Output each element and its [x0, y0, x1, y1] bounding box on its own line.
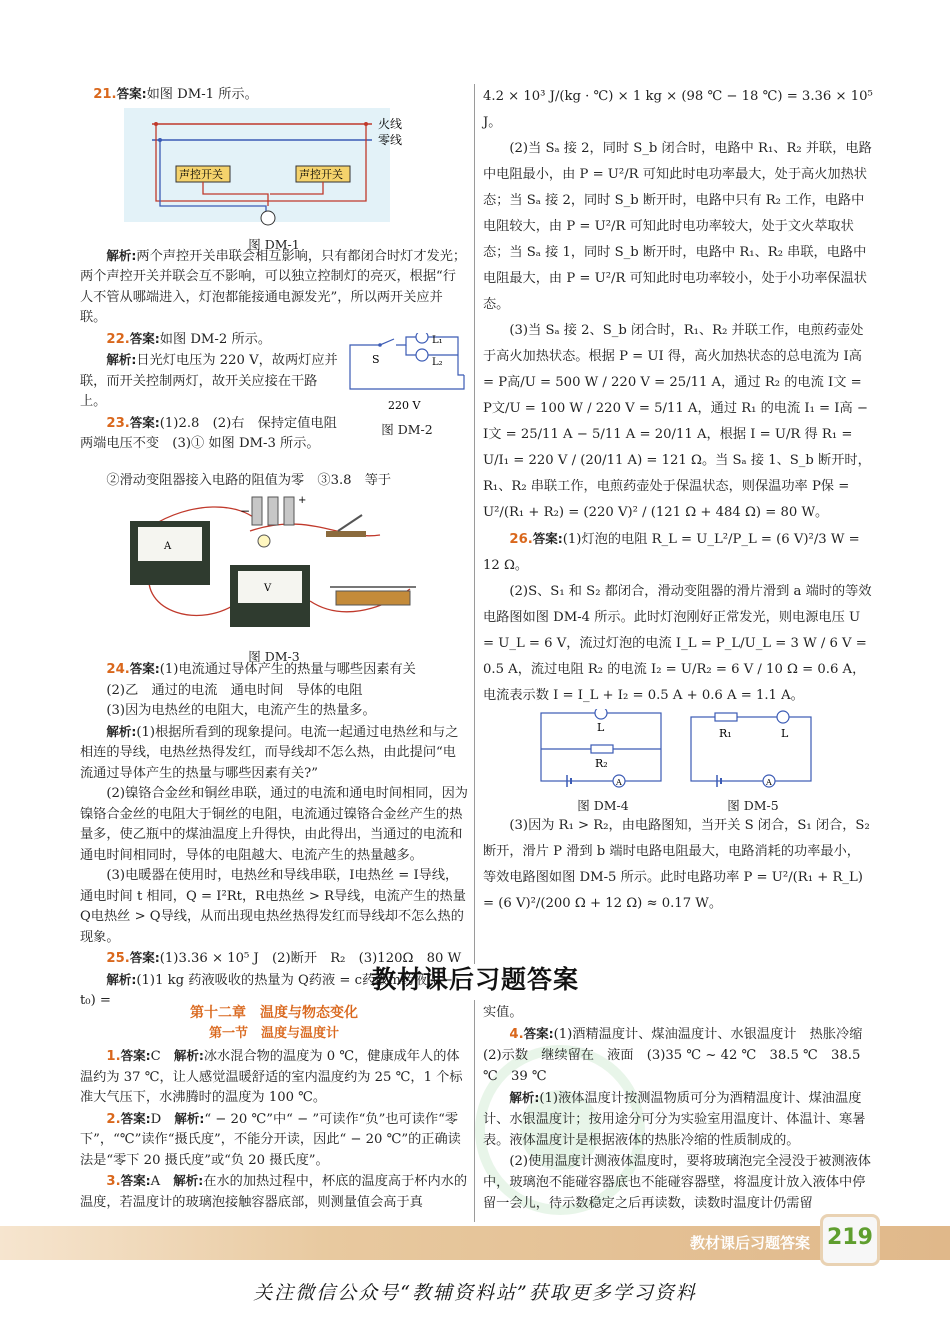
q24-analysis-1: 解析:(1)根据所看到的现象提问。电流一起通过电热丝和与之相连的导线，电热丝热得发红，而导线却不怎么热，由此提问“电流通过导体产生的热量与哪些因素有关?”: [80, 723, 459, 781]
figures-dm4-dm5: [483, 709, 873, 813]
dm3-ammeter-label: A: [164, 541, 172, 552]
dm2-switch-label: S: [372, 352, 380, 366]
column-divider: [474, 84, 475, 964]
dm5-lamp-label: L: [781, 727, 789, 740]
page-number: 219: [820, 1214, 880, 1266]
dm4-lamp-label: L: [597, 721, 605, 734]
footer-text: 教材课后习题答案: [689, 1234, 810, 1252]
q25-analysis: 解析:(1)1 kg 药液吸收的热量为 Q药液 = c药液m药液(t − t₀) =: [80, 971, 453, 1008]
q26-b: (2)S、S₁ 和 S₂ 都闭合，滑动变阻器的滑片滑到 a 端时的等效电路图如图 DM-4 所示。此时灯泡刚好正常发光，则电源电压 U = U_L = 6 V，流过灯泡的电流 I_L = P_L/U_L = 3 W / 6 V = 0.5 A，流过电阻 R₂ 的电流 I₂ = U/R₂ = 6 V / 10 Ω = 0.6 A，电流表示数 I = I_L + I₂ = 0.5 A + 0.6 A = 1.1 A。: [483, 584, 872, 703]
q21: 21.答案:如图 DM-1 所示。: [93, 86, 258, 102]
figure-dm2-caption: 图 DM-2: [381, 422, 433, 437]
section-subtitle: 第一节 温度与温度计: [208, 1026, 339, 1041]
wechat-note: 关注微信公众号“教辅资料站”获取更多学习资料: [253, 1282, 697, 1304]
figure-dm3-caption: 图 DM-3: [248, 648, 300, 664]
dm2-lamp2-label: L₂: [432, 356, 443, 368]
q22-analysis: 解析:日光灯电压为 220 V，故两灯应并联，而开关控制两灯，故开关应接在干路上。: [80, 352, 338, 409]
left-column: [80, 84, 468, 1012]
ll-q2: 2.答案:D 解析:“ − 20 ℃”中“ − ”可读作“负”也可读作“零下”，“℃”读作“摄氏度”，不能分开读，因此“ − 20 ℃”的正确读法是“零下 20 摄氏度”或“负 20 摄氏度”。: [80, 1110, 461, 1168]
q24-b: (2)乙 通过的电流 通电时间 导体的电阻: [106, 682, 363, 698]
dm5-meter-label: A: [766, 778, 772, 787]
q26-c: (3)因为 R₁ > R₂，由电路图知，当开关 S 闭合，S₁ 闭合，S₂ 断开，滑片 P 滑到 b 端时电路电阻最大，电路消耗的功率最小，等效电路图如图 DM-5 所示。此时电路功率 P = U²/(R₁ + R_L) = (6 V)²/(200 Ω + 12 Ω) ≈ 0.17 W。: [483, 818, 870, 911]
q22-block: [80, 329, 468, 471]
q23-b: ②滑动变阻器接入电路的阻值为零 ③3.8 等于: [106, 472, 392, 488]
lr-q4: 4.答案:(1)酒精温度计、煤油温度计、水银温度计 热胀冷缩 (2)示数 继续留在 液面 (3)35 ℃ ~ 42 ℃ 38.5 ℃ 38.5 ℃ 39 ℃: [483, 1026, 876, 1084]
circuit-diagram-dm1: [80, 106, 468, 226]
circuit-diagram-dm2: [346, 333, 468, 417]
r1: 4.2 × 10³ J/(kg · ℃) × 1 kg × (98 ℃ − 18 ℃) = 3.36 × 10⁵ J。: [483, 89, 873, 130]
ll-q1: 1.答案:C 解析:冰水混合物的温度为 0 ℃，健康成年人的体温约为 37 ℃，让人感觉温暖舒适的室内温度约为 25 ℃，1 个标准大气压下，水沸腾时的温度为 100 ℃。: [80, 1048, 463, 1105]
r2: (2)当 Sₐ 接 2，同时 S_b 闭合时，电路中 R₁、R₂ 并联，电路中电阻最小，由 P = U²/R 可知此时电功率最大，处于高火加热状态；当 Sₐ 接 2，同时 S_b 断开时，电路中只有 R₂ 工作，电路中电阻较大，由 P = U²/R 可知此时电功率较大，处于文火萃取状态；当 Sₐ 接 1，同时 S_b 断开时，电路中 R₁、R₂ 串联，电路中电阻最大，由 P = U²/R 可知此时电功率较小，处于小功率保温状态。: [483, 141, 872, 312]
dm3-plus: +: [298, 495, 307, 506]
q22: 22.答案:如图 DM-2 所示。: [106, 330, 272, 347]
fire-line-label: 火线: [378, 116, 403, 131]
figure-dm1-caption: 图 DM-1: [248, 237, 300, 252]
dm5-resistor-label: R₁: [719, 727, 732, 740]
section-title-band: [0, 962, 950, 998]
lr-q4-b: (2)使用温度计测液体温度时，要将玻璃泡完全浸没于被测液体中，玻璃泡不能碰容器底也不能碰容器壁，将温度计放入液体中停留一会儿，待示数稳定之后再读数，读数时温度计仍需留: [483, 1154, 871, 1211]
section-title: 教材课后习题答案: [370, 965, 579, 994]
lr-r0: 实值。: [483, 1005, 523, 1020]
figure-dm1: [80, 106, 468, 252]
dm3-voltmeter-label: V: [264, 583, 272, 594]
lower-right-column: [483, 1002, 876, 1214]
lower-left-column: [80, 1002, 468, 1213]
r3: (3)当 Sₐ 接 2、S_b 闭合时，R₁、R₂ 并联工作，电煎药壶处于高火加热状态。根据 P = UI 得，高火加热状态的总电流为 I高 = P高/U = 500 W / 220 V = 25/11 A，通过 R₂ 的电流 I文 = P文/U = 100 W / 220 V = 5/11 A，通过 R₁ 的电流 I₁ = I高 − I文 = 25/11 A − 5/11 A = 20/11 A，根据 I = U/R 得 R₁ = U/I₁ = 220 V / (20/11 A) = 121 Ω。当 Sₐ 接 1、S_b 断开时，R₁、R₂ 串联工作，电煎药壶处于保温状态，则保温功率 P保 = U²/(R₁ + R₂) = (220 V)² / (121 Ω + 484 Ω) = 80 W。: [483, 323, 871, 520]
experiment-diagram-dm3: [80, 491, 468, 637]
lr-q4-analysis: 解析:(1)液体温度计按测温物质可分为酒精温度计、煤油温度计、水银温度计；按用途分可分为实验室用温度计、体温计、寒暑表。液体温度计是根据液体的热胀冷缩的性质制成的。: [483, 1090, 866, 1148]
dm2-voltage-label: 220 V: [388, 398, 421, 412]
q21-analysis: 解析:两个声控开关串联会相互影响，只有都闭合时灯才发光；两个声控开关并联会互不影响，可以独立控制灯的亮灭，根据“行人不管从哪端进入，灯泡都能接通电源发光”，所以两开关应并联。: [80, 247, 467, 325]
figure-dm2: [346, 333, 468, 445]
chapter-title: 第十二章 温度与物态变化: [190, 1005, 358, 1021]
switch2-label: 声控开关: [299, 167, 343, 181]
figure-dm5-caption: 图 DM-5: [727, 798, 779, 813]
figure-dm3: [80, 491, 468, 664]
q24-c: (3)因为电热丝的电阻大，电流产生的热量多。: [106, 703, 376, 718]
q25: 25.答案:(1)3.36 × 10⁵ J (2)断开 R₂ (3)120Ω 80 W: [106, 950, 462, 966]
dm3-minus: −: [240, 504, 251, 518]
neutral-line-label: 零线: [378, 132, 403, 147]
dm2-lamp1-label: L₁: [432, 334, 443, 346]
q24: 24.答案:(1)电流通过导体产生的热量与哪些因素有关: [106, 661, 416, 677]
right-column: [483, 84, 873, 917]
switch1-label: 声控开关: [179, 167, 223, 181]
dm4-meter-label: A: [616, 778, 622, 787]
dm4-resistor-label: R₂: [595, 757, 608, 770]
circuit-diagrams-dm4-dm5: [483, 709, 873, 793]
q24-analysis-3: (3)电暖器在使用时，电热丝和导线串联，I电热丝 = I导线，通电时间 t 相同，Q = I²Rt，R电热丝 > R导线，电流产生的热量 Q电热丝 > Q导线，从而出现电热丝热得发红而导线却不怎么热的现象。: [80, 868, 466, 945]
ll-q3: 3.答案:A 解析:在水的加热过程中，杯底的温度高于杯内水的温度，若温度计的玻璃泡接触容器底部，则测量值会高于真: [80, 1173, 468, 1210]
footer-band: [0, 1226, 950, 1260]
figure-dm4-caption: 图 DM-4: [577, 798, 629, 813]
q23: 23.答案:(1)2.8 (2)右 保持定值电阻两端电压不变 (3)① 如图 DM-3 所示。: [80, 414, 337, 451]
q24-analysis-2: (2)镍铬合金丝和铜丝串联，通过的电流和通电时间相同，因为镍铬合金丝的电阻大于铜丝的电阻，电流通过镍铬合金丝产生的热量多，使乙瓶中的煤油温度上升得快，由此得出，当通过的电流和通电时间相同时，导体的电阻越大、电流产生的热量越多。: [80, 786, 468, 863]
q26: 26.答案:(1)灯泡的电阻 R_L = U_L²/P_L = (6 V)²/3 W = 12 Ω。: [483, 531, 860, 573]
